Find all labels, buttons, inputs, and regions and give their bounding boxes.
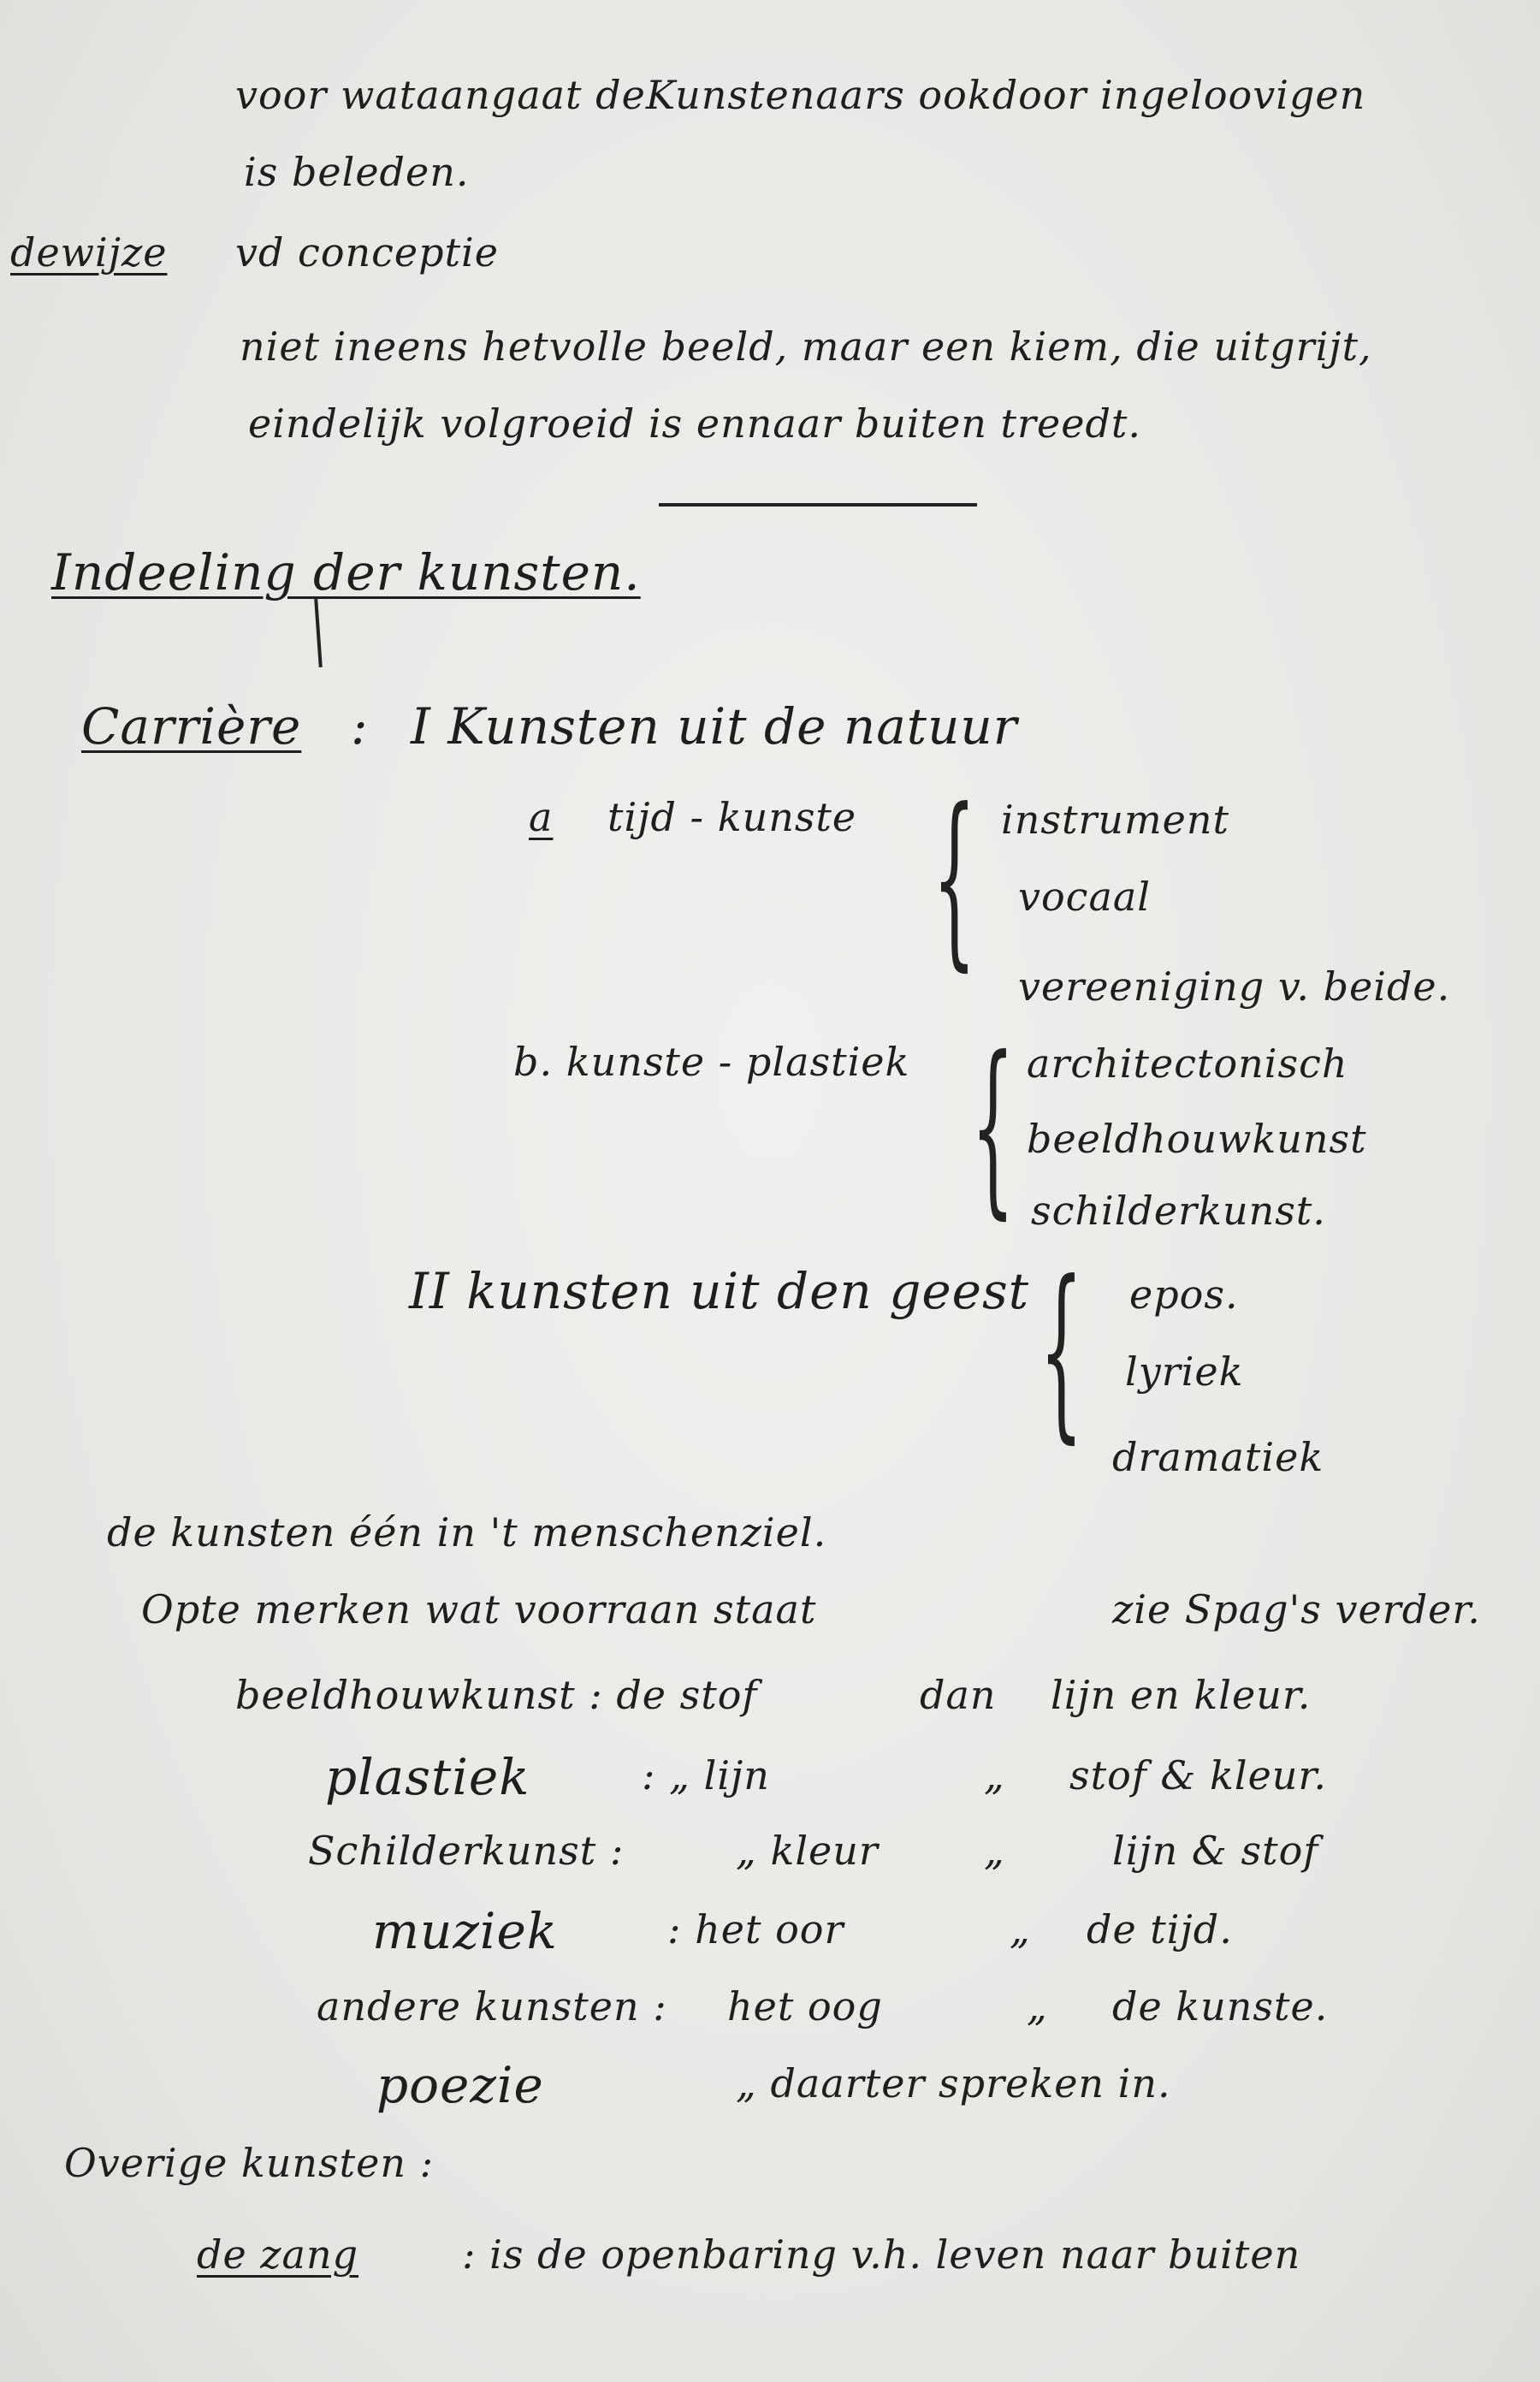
text-line: tijd - kunste [607, 794, 857, 840]
table-cell: de kunste. [1112, 1983, 1329, 2029]
list-item: schilderkunst. [1031, 1188, 1326, 1234]
text-line: is beleden. [244, 149, 470, 195]
curly-brace: { [971, 1016, 1015, 1236]
table-cell: : „ lijn [642, 1752, 770, 1798]
table-cell: andere kunsten : [317, 1983, 667, 2029]
table-cell: Schilderkunst : [308, 1828, 625, 1874]
table-cell: de tijd. [1087, 1906, 1233, 1952]
list-item: instrument [1001, 797, 1229, 843]
text-line: eindelijk volgroeid is ennaar buiten treedt. [248, 400, 1142, 447]
section-heading: Indeeling der kunsten. [51, 543, 641, 601]
table-cell: beeldhouwkunst : de stof [235, 1672, 758, 1718]
table-cell: lijn & stof [1112, 1828, 1319, 1874]
ink-stroke [314, 599, 323, 667]
table-cell: „ [1027, 1983, 1048, 2029]
text-line: Opte merken wat voorraan staat [141, 1586, 817, 1632]
text-line: I Kunsten uit de natuur [411, 697, 1018, 755]
list-letter: a [529, 794, 554, 840]
text-line: voor wataangaat deKunstenaars ookdoor ingeloovigen [235, 72, 1366, 118]
list-item: vereeniging v. beide. [1018, 963, 1451, 1010]
list-item: beeldhouwkunst [1027, 1116, 1367, 1162]
table-cell: „ daarter spreken in. [736, 2060, 1171, 2106]
text-line: zie Spag's verder. [1112, 1586, 1481, 1632]
text-line: : is de openbaring v.h. leven naar buiten [462, 2231, 1301, 2278]
list-item: epos. [1129, 1271, 1239, 1318]
table-cell: stof & kleur. [1069, 1752, 1327, 1798]
text-line: : [351, 697, 369, 755]
separator-rule [659, 503, 977, 507]
list-item: dramatiek [1112, 1434, 1324, 1480]
table-cell: : het oor [667, 1906, 844, 1952]
table-cell: „ [984, 1752, 1005, 1798]
margin-label: dewijze [10, 229, 168, 276]
margin-label: Carrière [81, 697, 302, 755]
curly-brace: { [933, 768, 976, 988]
text-line: niet ineens hetvolle beeld, maar een kiem, die uitgrijt, [240, 323, 1372, 370]
table-cell: „ [1010, 1906, 1031, 1952]
table-cell: poezie [376, 2056, 544, 2114]
table-cell: „ [984, 1828, 1005, 1874]
margin-label: de zang [197, 2231, 359, 2278]
list-item: lyriek [1125, 1348, 1244, 1395]
text-line: Overige kunsten : [64, 2140, 435, 2186]
list-item: vocaal [1018, 874, 1152, 920]
text-line: de kunsten één in 't menschenziel. [107, 1509, 827, 1555]
table-cell: „ kleur [736, 1828, 879, 1874]
table-cell: plastiek [325, 1748, 530, 1806]
table-cell: dan [920, 1672, 997, 1718]
curly-brace: { [1040, 1241, 1083, 1461]
table-cell: lijn en kleur. [1051, 1672, 1312, 1718]
text-line: b. kunste - plastiek [513, 1039, 910, 1085]
text-line: II kunsten uit den geest [409, 1262, 1030, 1320]
table-cell: muziek [372, 1902, 558, 1960]
text-line: vd conceptie [235, 229, 499, 276]
list-item: architectonisch [1027, 1040, 1348, 1087]
table-cell: het oog [727, 1983, 883, 2029]
